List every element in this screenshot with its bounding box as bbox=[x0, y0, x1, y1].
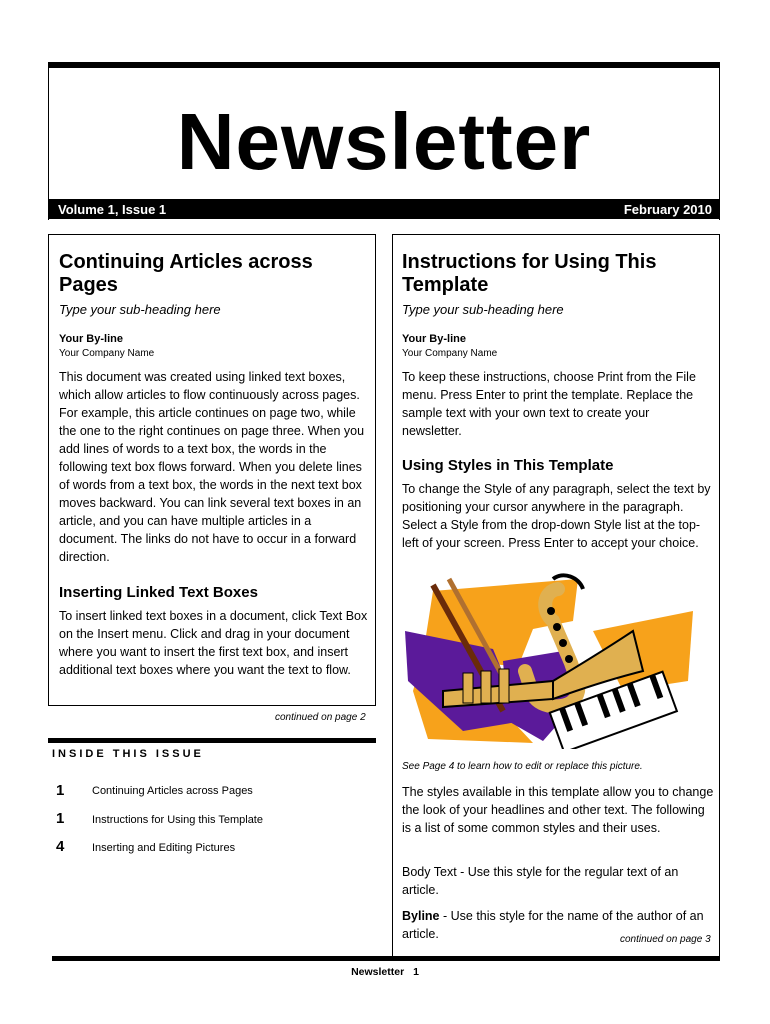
left-title-line1: Continuing Articles across bbox=[59, 251, 313, 273]
issue-date: February 2010 bbox=[623, 202, 712, 217]
toc-item[interactable]: Instructions for Using this Template bbox=[92, 814, 263, 826]
footer-name: Newsletter bbox=[351, 966, 405, 978]
newsletter-title: Newsletter bbox=[176, 97, 592, 186]
right-body2: The styles available in this template allow you to change the look of your headlines and other text. The following is a list of some common styles and their uses. bbox=[402, 785, 714, 835]
left-article-title bbox=[59, 251, 313, 297]
left-section-title: Inserting Linked Text Boxes bbox=[59, 584, 258, 601]
left-subheading: Type your sub-heading here bbox=[59, 302, 221, 317]
left-company: Your Company Name bbox=[59, 348, 155, 359]
left-body: This document was created using linked text boxes, which allow articles to flow continuously across pages. For example, this article continues on page two, while the one to the right continues on page three. When you add lines of words to a text box, the words in the following text box flows forward. When you delete lines of words from a text box, the words in the next text box moves backward. You can link several text boxes in an article, and you can have multiple articles in a document. The links do not have to occur in a forward direction. bbox=[59, 370, 365, 564]
issue-bar bbox=[48, 199, 720, 219]
sax-key bbox=[547, 607, 555, 615]
toc-item[interactable]: Inserting and Editing Pictures bbox=[92, 842, 236, 854]
footer-rule bbox=[52, 956, 720, 961]
toc-page: 4 bbox=[56, 838, 65, 855]
right-article-box bbox=[392, 234, 720, 956]
right-subheading: Type your sub-heading here bbox=[402, 302, 564, 317]
right-section-title: Using Styles in This Template bbox=[402, 457, 614, 474]
right-title-line2: Template bbox=[402, 274, 489, 296]
inside-rule bbox=[48, 738, 376, 743]
right-section-body: To change the Style of any paragraph, select the text by positioning your cursor anywhere in the paragraph. Select a Style from the drop-down Style list at the top-left of your screen. Press Enter to accept your choice. bbox=[402, 482, 711, 550]
trumpet-valve bbox=[481, 671, 491, 703]
left-continued[interactable]: continued on page 2 bbox=[275, 712, 366, 723]
right-body: To keep these instructions, choose Print from the File menu. Press Enter to print the template. Replace the sample text with your own text to create your newsletter. bbox=[402, 370, 696, 438]
sax-key bbox=[565, 655, 573, 663]
volume-issue: Volume 1, Issue 1 bbox=[58, 202, 167, 217]
byline-style-label: Byline bbox=[402, 909, 440, 923]
jazz-instruments-image bbox=[403, 571, 703, 749]
right-continued[interactable]: continued on page 3 bbox=[620, 934, 711, 945]
left-byline: Your By-line bbox=[59, 333, 123, 345]
right-article-title bbox=[402, 251, 656, 297]
footer-page: 1 bbox=[413, 966, 419, 978]
byline-style-desc: - Use this style for the name of the author of an article. bbox=[402, 909, 704, 941]
footer bbox=[0, 966, 770, 978]
toc-item[interactable]: Continuing Articles across Pages bbox=[92, 785, 253, 797]
right-title-line1: Instructions for Using This bbox=[402, 251, 657, 273]
right-byline: Your By-line bbox=[402, 333, 466, 345]
right-company: Your Company Name bbox=[402, 348, 498, 359]
trumpet-valve bbox=[463, 673, 473, 703]
picture-caption: See Page 4 to learn how to edit or replace this picture. bbox=[402, 761, 643, 772]
left-article-box bbox=[48, 234, 376, 706]
inside-heading: INSIDE THIS ISSUE bbox=[52, 748, 204, 760]
left-title-line2: Pages bbox=[59, 274, 118, 296]
sax-key bbox=[553, 623, 561, 631]
right-body3: Body Text - Use this style for the regular text of an article. bbox=[402, 865, 679, 897]
toc-page: 1 bbox=[56, 782, 65, 799]
sax-key bbox=[559, 639, 567, 647]
left-section-body: To insert linked text boxes in a document, click Text Box on the Insert menu. Click and drag in your document where you want to insert the first text box, and insert additional text boxes where you want the text to flow. bbox=[59, 609, 368, 677]
trumpet-valve bbox=[499, 669, 509, 703]
toc-page: 1 bbox=[56, 810, 65, 827]
